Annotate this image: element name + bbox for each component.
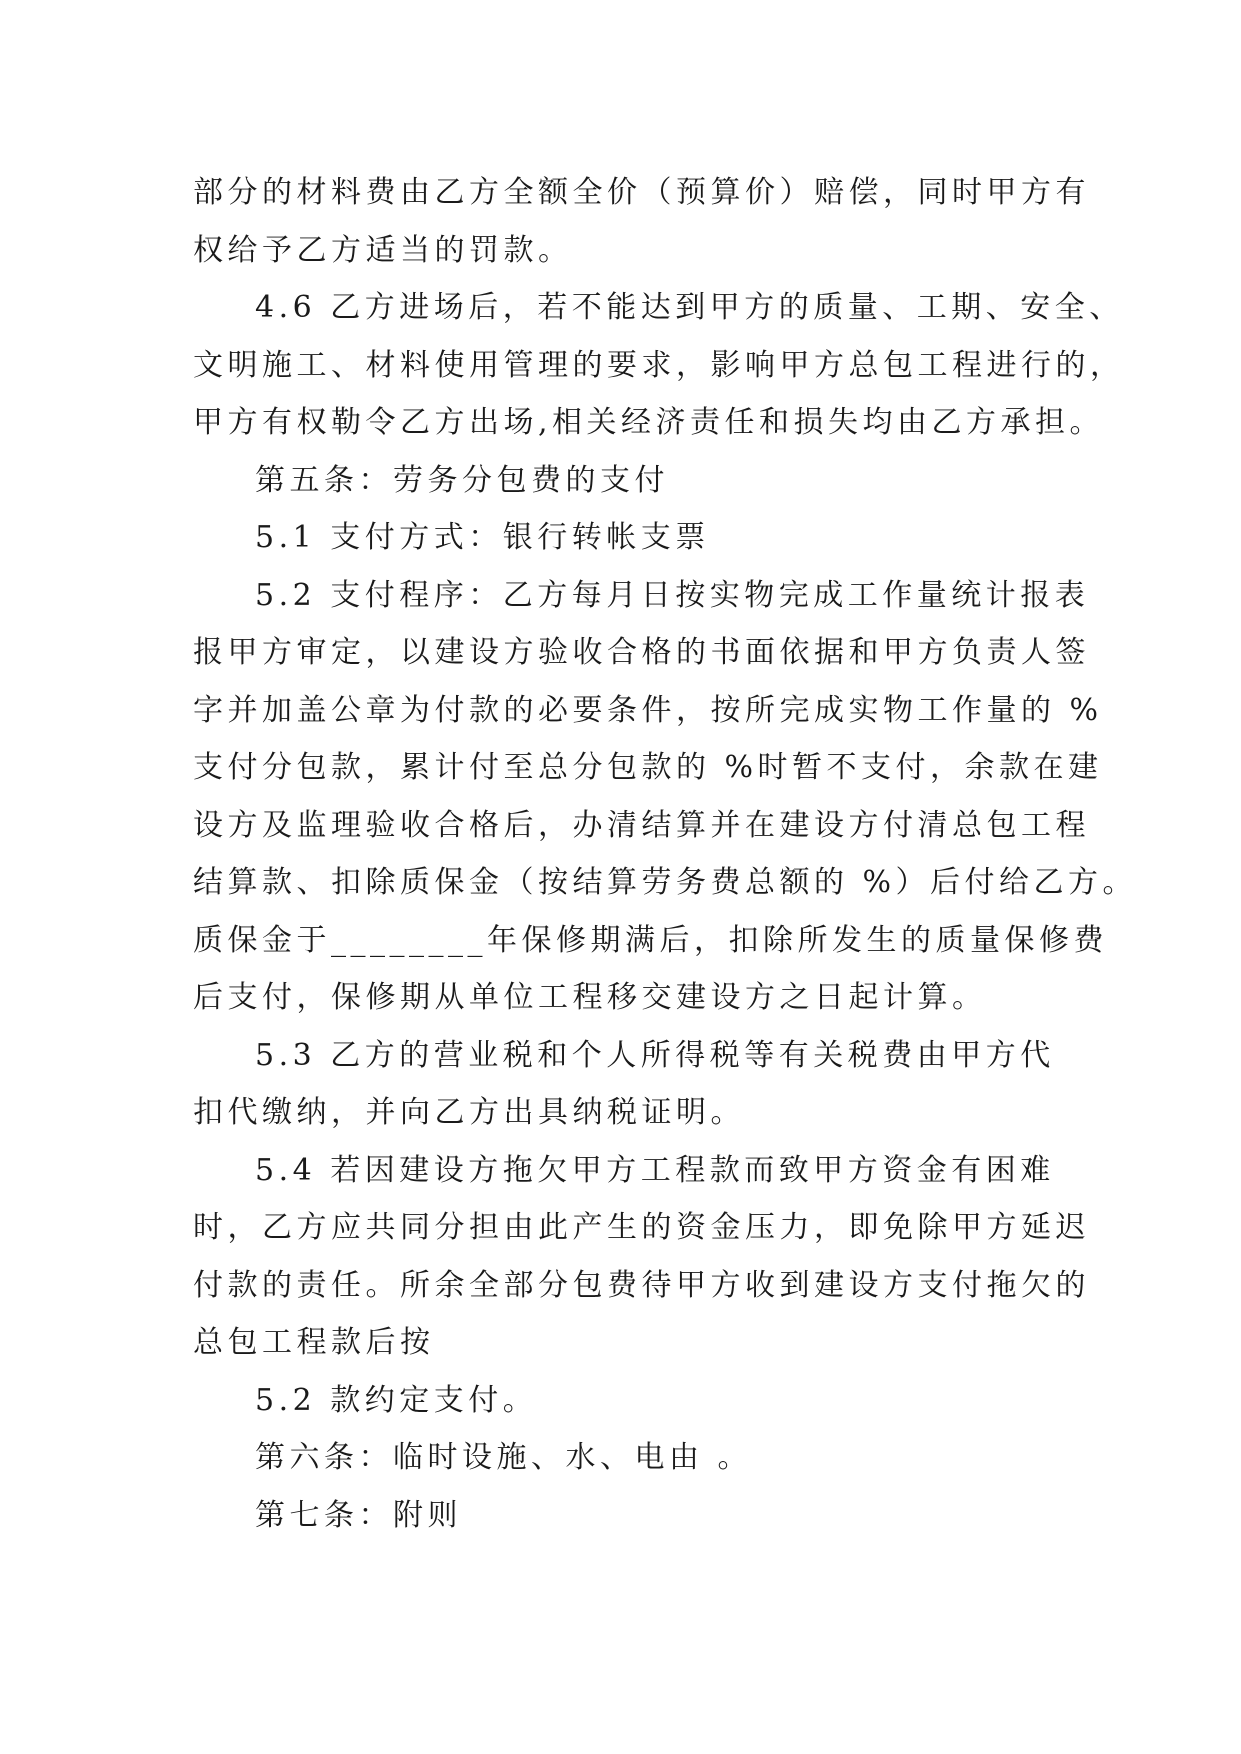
clause-5-3-line: 5.3 乙方的营业税和个人所得税等有关税费由甲方代 <box>255 1037 1055 1073</box>
clause-5-2-reference-line: 5.2 款约定支付。 <box>255 1382 538 1418</box>
text-line: 支付分包款，累计付至总分包款的 %时暂不支付，余款在建 <box>193 750 1103 785</box>
text-line: 权给予乙方适当的罚款。 <box>193 232 573 268</box>
article-6-heading: 第六条：临时设施、水、电由 。 <box>255 1440 753 1475</box>
text-line: 总包工程款后按 <box>193 1325 435 1360</box>
contract-text-body <box>193 164 1138 1544</box>
text-line: 文明施工、材料使用管理的要求，影响甲方总包工程进行的， <box>193 347 1125 383</box>
clause-5-1-line: 5.1 支付方式：银行转帐支票 <box>255 520 710 555</box>
text-line: 后支付，保修期从单位工程移交建设方之日起计算。 <box>193 980 987 1015</box>
text-line: 付款的责任。所余全部分包费待甲方收到建设方支付拖欠的 <box>193 1267 1090 1303</box>
clause-4-6-line: 4.6 乙方进场后，若不能达到甲方的质量、工期、安全、 <box>255 290 1124 325</box>
article-7-heading: 第七条：附则 <box>255 1497 462 1533</box>
text-line: 报甲方审定，以建设方验收合格的书面依据和甲方负责人签 <box>193 635 1090 670</box>
text-line: 字并加盖公章为付款的必要条件，按所完成实物工作量的 % <box>193 692 1103 728</box>
text-line: 结算款、扣除质保金（按结算劳务费总额的 %）后付给乙方。 <box>193 865 1138 900</box>
text-line: 甲方有权勒令乙方出场,相关经济责任和损失均由乙方承担。 <box>193 405 1105 440</box>
text-line: 质保金于________年保修期满后，扣除所发生的质量保修费 <box>193 922 1108 958</box>
text-line: 扣代缴纳，并向乙方出具纳税证明。 <box>193 1095 745 1130</box>
text-line: 时，乙方应共同分担由此产生的资金压力，即免除甲方延迟 <box>193 1210 1090 1245</box>
text-line: 设方及监理验收合格后，办清结算并在建设方付清总包工程 <box>193 807 1090 843</box>
clause-5-2-line: 5.2 支付程序：乙方每月日按实物完成工作量统计报表 <box>255 577 1090 613</box>
text-line: 部分的材料费由乙方全额全价（预算价）赔偿，同时甲方有 <box>193 175 1090 210</box>
article-5-heading: 第五条：劳务分包费的支付 <box>255 462 669 498</box>
clause-5-4-line: 5.4 若因建设方拖欠甲方工程款而致甲方资金有困难 <box>255 1152 1055 1188</box>
